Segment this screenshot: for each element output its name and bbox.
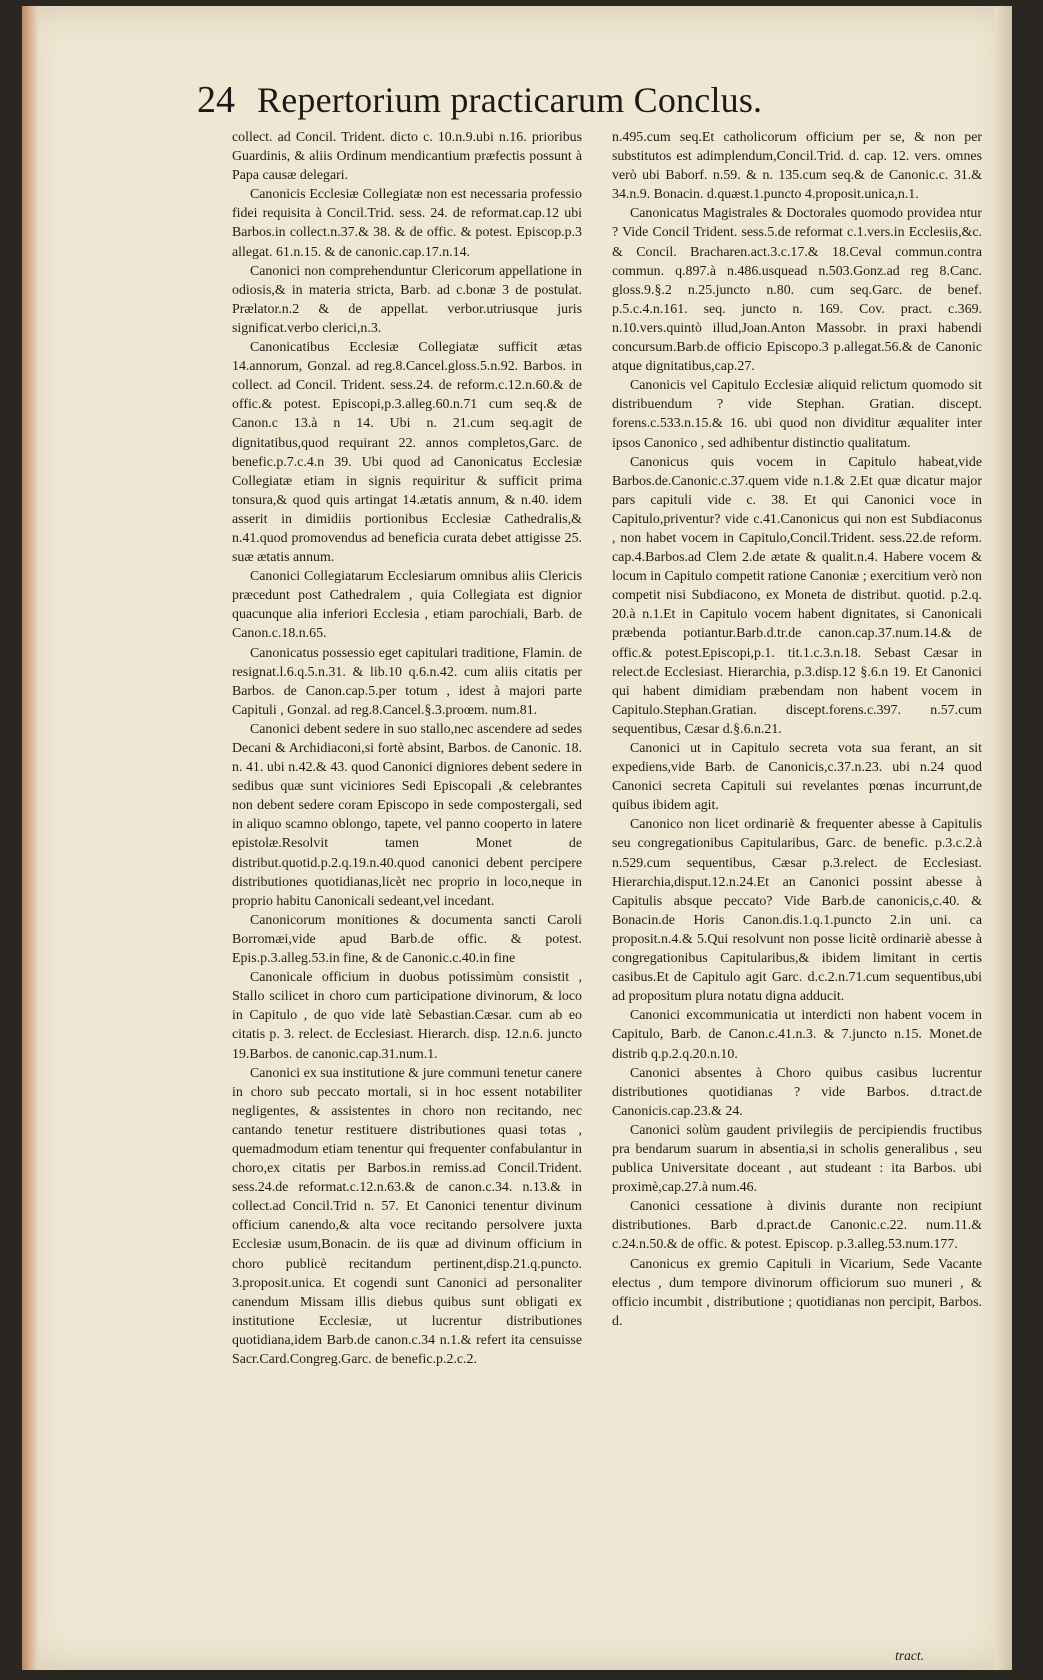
- page-fore-edge: [994, 6, 1012, 1670]
- right-column: [612, 128, 982, 1331]
- left-paragraph-4: Canonicatibus Ecclesiæ Collegiatæ sufficit ætas 14.annorum, Gonzal. ad reg.8.Cancel.gloss.5.n.92. Barbos. in collect. ad Concil. Trident. sess.24. de reform.c.12.n.60.& de offic.& potest. Episcopi,p.3.alleg.60.n.71 cum seq.& de Canon.c 13.à n 14. Ubi n. 21.cum seq.agit de dignitatibus,quod requirant 22. annos completos,Garc. de benefic.p.7.c.4.n 39. Ubi quod ad Canonicatus Ecclesiæ Collegiatæ etiam in signis requiritur & sufficit prima tonsura,& quod quis artingat 14.ætatis annum, & n.40. idem asserit in dimidiis portionibus Ecclesiæ Cathedralis,& n.41.quod promovendus ad beneficia curata debet attigisse 25. suæ ætatis annum.: [232, 340, 582, 566]
- right-paragraph-5: Canonici ut in Capitulo secreta vota sua ferant, an sit expediens,vide Barb. de Canonicis,c.37.n.23. ubi n.24 quod Canonici secreta Capituli sui revelantes pœnas incurrunt,de quibus ibidem agit.: [612, 741, 982, 814]
- book-page: [22, 6, 1012, 1670]
- left-paragraph-1: collect. ad Concil. Trident. dicto c. 10.n.9.ubi n.16. prioribus Guardinis, & aliis Ordinum mendicantium præfectis possunt à Papa causæ delegari.: [232, 130, 582, 184]
- left-paragraph-8: Canonicorum monitiones & documenta sancti Caroli Borromæi,vide apud Barb.de offic. & potest. Epis.p.3.alleg.53.in fine, & de Canonic.c.40.in fine: [232, 912, 582, 967]
- page-binding-edge: [22, 6, 38, 1670]
- left-column: [232, 128, 582, 1369]
- running-title: Repertorium practicarum Conclus.: [257, 80, 763, 120]
- right-paragraph-2: Canonicatus Magistrales & Doctorales quomodo providea ntur ? Vide Concil Trident. sess.5.de reformat c.1.vers.in Ecclesiis,&c. & Concil. Bracharen.act.3.c.17.& 18.Ceval commun.contra commun. q.897.à n.486.usquead n.503.Gonz.ad reg 8.Canc. gloss.9.§.2 n.25.juncto n.80. cum seq.Garc. de benef. p.5.c.4.n.161. seq. juncto n. 169. Cov. pract. c.369. n.10.vers.quintò illud,Joan.Anton Massobr. in praxi habendi concursum.Barb.de officio Episcopo.3 p.allegat.56.& de Canonic atque dignitatibus,cap.27.: [612, 206, 982, 375]
- page-header: [197, 78, 917, 128]
- right-paragraph-3: Canonicis vel Capitulo Ecclesiæ aliquid relictum quomodo sit distribuendum ? vide Stephan. Gratian. discept. forens.c.533.n.15.& 16. ubi quod non dividitur æqualiter inter ipsos Canonico , sed adhibentur distinctio qualitatum.: [612, 378, 982, 451]
- catchword: tract.: [895, 1648, 924, 1663]
- right-paragraph-9: Canonici solùm gaudent privilegiis de percipiendis fructibus pra bendarum suarum in absentia,si in scholis generalibus , seu publica Universitate doceant , aut studeant : ita Barbos. ubi proximè,cap.27.à num.46.: [612, 1122, 982, 1196]
- right-paragraph-4: Canonicus quis vocem in Capitulo habeat,vide Barbos.de.Canonic.c.37.quem vide n.1.& 2.Et quæ dicatur major pars capituli vide c. 38. Et qui Canonici voce in Capitulo,priventur? vide c.41.Canonicus qui non est Subdiaconus , non habet vocem in Capitulo,Concil.Trident. sess.22.de reform. cap.4.Barbos.ad Clem 2.de ætate & qualit.n.4. Habere vocem & locum in Capitulo competit ratione Canoniæ ; exercitium verò non competit nisi Subdiacono, ex Moneta de distribut. quotid. p.2.q. 20.à n.1.Et in Capitulo vocem habent dignitates, si Canonicali præbenda potiantur.Barb.d.tr.de canon.cap.37.num.14.& de offic.& potest.Episcopi,p.1. tit.1.c.3.n.18. Sebast Cæsar in relect.de Ecclesiast. Hierarchia, p.3.disp.12 §.6.n 19. Et Canonici qui habent dimidiam præbendam non habent vocem in Capitulo.Stephan.Gratian. discept.forens.c.397. n.57.cum sequentibus, Cæsar d.§.6.n.21.: [612, 454, 982, 737]
- page-number: 24: [197, 79, 235, 121]
- right-paragraph-1: n.495.cum seq.Et catholicorum officium per se, & non per substitutos est adimplendum,Concil.Trid. d. cap. 12. vers. omnes verò ubi Baborf. n.59. & n. 135.cum seq.& de Canonic.c. 31.& 34.n.9. Bonacin. d.quæst.1.puncto 4.proposit.unica,n.1.: [612, 130, 982, 203]
- left-paragraph-7: Canonici debent sedere in suo stallo,nec ascendere ad sedes Decani & Archidiaconi,si fortè absint, Barbos. de Canonic. 18. n. 41. ubi n.42.& 43. quod Canonici digniores debent sedere in sedibus quæ sunt viciniores Sedi Episcopali ,& celebrantes non debent sedere coram Episcopo in sede compostergali, sed in aliquo scamno oblongo, tapete, vel panno cooperto in latere epistolæ.Resolvit tamen Monet de distribut.quotid.p.2.q.19.n.40.quod canonici debent percipere distributiones quotidianas,licèt nec proprio in loco,neque in proprio habitu Canonicali sedeant,vel incedant.: [232, 721, 582, 909]
- left-paragraph-3: Canonici non comprehenduntur Clericorum appellatione in odiosis,& in materia stricta, Barb. ad c.bonæ 3 de postulat. Prælator.n.2 & de appellat. verbor.utriusque juris significat.verbo clerici,n.3.: [232, 263, 582, 336]
- left-paragraph-10: Canonici ex sua institutione & jure communi tenetur canere in choro sub peccato mortali, si in hoc essent notabiliter negligentes, & assistentes in choro non recitando, nec cantando tenetur restituere distributiones quasi totas , quemadmodum etiam tenentur qui frequenter confabulantur in choro,ex citatis per Barbos.in remiss.ad Concil.Trident. sess.24.de reformat.c.12.n.63.& de canon.c.34. n.13.& in collect.ad Concil.Trid n. 57. Et Canonici tenentur divinum officium canendo,& alta voce recitando persolvere juxta Ecclesiæ usum,Bonacin. de iis quæ ad divinum officium in choro publicè recitandum pertinent,disp.21.q.puncto. 3.proposit.unica. Et cogendi sunt Canonici ad personaliter canendum Missam illis diebus quibus sunt obligati ex institutione Ecclesiæ, ut lucrentur distributiones quotidiana,idem Barb.de canon.c.34 n.1.& refert ita censuisse Sacr.Card.Congreg.Garc. de benefic.p.2.c.2.: [232, 1065, 582, 1367]
- left-paragraph-6: Canonicatus possessio eget capitulari traditione, Flamin. de resignat.l.6.q.5.n.31. & lib.10 q.6.n.42. cum aliis citatis per Barbos. de Canon.cap.5.per totum , idest à majori parte Capituli , Gonzal. ad reg.8.Cancel.§.3.proœm. num.81.: [232, 645, 582, 718]
- right-paragraph-11: Canonicus ex gremio Capituli in Vicarium, Sede Vacante electus , dum tempore divinorum officiorum suo muneri , & officio incumbit , distributione ; quotidianas non percipit, Barbos. d.: [612, 1256, 982, 1329]
- right-paragraph-7: Canonici excommunicatia ut interdicti non habent vocem in Capitulo, Barb. de Canon.c.41.n.3. & 7.juncto n.15. Monet.de distrib q.p.2.q.20.n.10.: [612, 1008, 982, 1062]
- right-paragraph-6: Canonico non licet ordinariè & frequenter abesse à Capitulis seu congregationibus Capitularibus, Garc. de benefic. p.3.c.2.à n.529.cum sequentibus, Cæsar p.3.relect. de Ecclesiast. Hierarchia,disput.12.n.24.Et an Canonici possint abesse à Capitulis absque peccato? Vide Barb.de canonicis,c.40. & Bonacin.de Horis Canon.dis.1.q.1.puncto 2.in uni. ca proposit.n.4.& 5.Qui resolvunt non posse licitè ordinariè abesse à congregationibus Capitularibus,& ibidem limitant in certis casibus.Et de Capitulo agit Garc. d.c.2.n.71.cum sequentibus,ubi ad propositum plura notatu digna adducit.: [612, 817, 982, 1005]
- left-paragraph-2: Canonicis Ecclesiæ Collegiatæ non est necessaria professio fidei requisita à Concil.Trid. sess. 24. de reformat.cap.12 ubi Barbos.in collect.n.37.& 38. & de offic. & potest. Episcop.p.3 allegat. 61.n.15. & de canonic.cap.17.n.14.: [232, 187, 582, 260]
- left-paragraph-5: Canonici Collegiatarum Ecclesiarum omnibus aliis Clericis præcedunt post Cathedralem , quia Collegiata est dignior quacunque alia inferiori Ecclesia , etiam parochiali, Barb. de Canon.c.18.n.65.: [232, 569, 582, 642]
- left-paragraph-9: Canonicale officium in duobus potissimùm consistit , Stallo scilicet in choro cum participatione divinorum, & loco in Capitulo , de quo vide latè Sebastian.Cæsar. cum ab eo citatis p. 3. relect. de Ecclesiast. Hierarch. disp. 12.n.6. juncto 19.Barbos. de canonic.cap.31.num.1.: [232, 970, 582, 1062]
- right-paragraph-10: Canonici cessatione à divinis durante non recipiunt distributiones. Barb d.pract.de Canonic.c.22. num.11.& c.24.n.50.& de offic. & potest. Episcop. p.3.alleg.53.num.177.: [612, 1199, 982, 1253]
- right-paragraph-8: Canonici absentes à Choro quibus casibus lucrentur distributiones quotidianas ? vide Barbos. d.tract.de Canonicis.cap.23.& 24.: [612, 1065, 982, 1119]
